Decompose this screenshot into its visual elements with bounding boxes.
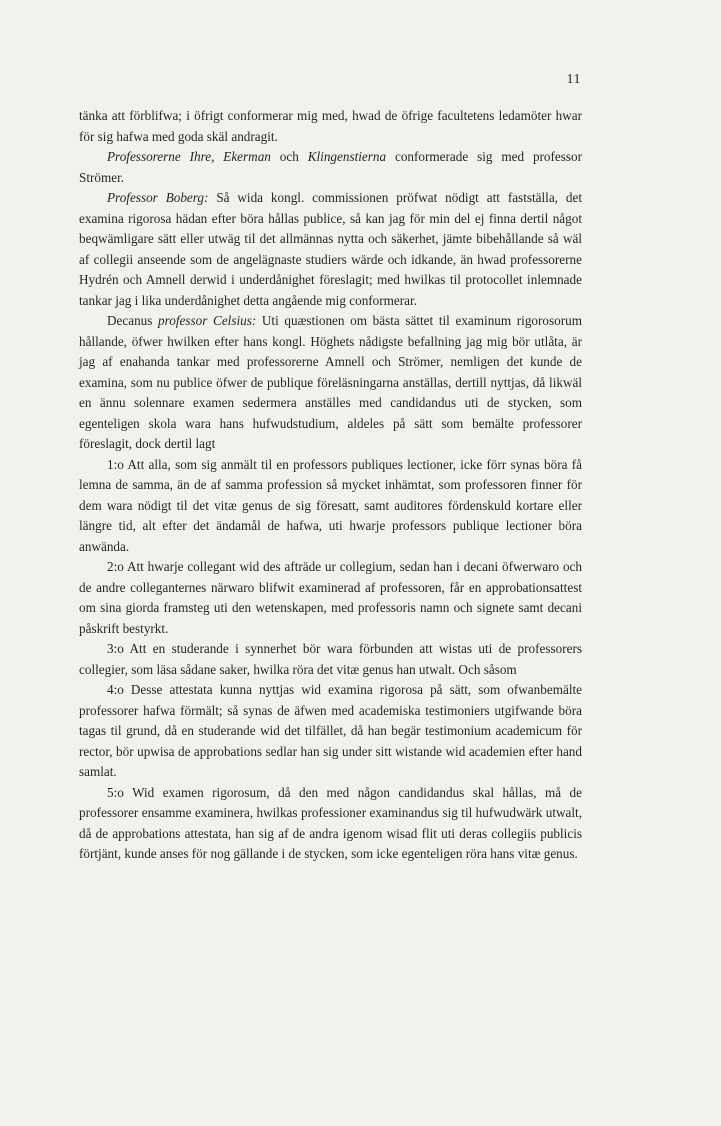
page-number: 11: [566, 72, 581, 87]
paragraph-p2: [79, 188, 582, 311]
text-run: 3:o Att en studerande i synnerhet bör wara förbunden att wistas uti de professorers collegier, som läsa sådane saker, hwilka röra det vitæ genus han utwalt. Och såsom: [79, 641, 582, 677]
body-text: [79, 106, 582, 865]
text-run: och: [270, 149, 308, 164]
italic-name: professor Celsius:: [158, 313, 257, 328]
italic-name: Professor Boberg:: [107, 190, 209, 205]
text-run: Decanus: [107, 313, 159, 328]
text-run: Så wida kongl. commissionen pröfwat nödigt att fastställa, det examina rigorosa hädan efter böra hållas publice, så kan jag för min del ej finna dertil något beqwämligare sätt eller utwäg til det allmännas nytta och säkerhet, jämte bibehållande så wäl af collegii anseende som de angelägnaste studiers wärde och idkande, än hwad professorerne Hydrén och Amnell derwid i underdånighet föreslagit; med hwilkas til protocollet inlemnade tankar jag i lika underdånighet detta angående mig conformerar.: [79, 190, 582, 308]
italic-name: Klingenstierna: [307, 149, 387, 164]
text-run: 5:o Wid examen rigorosum, då den med någon candidandus skal hållas, må de professorer ensamme examinera, hwilkas professioner examinandus sig til hufwudwärk utwalt, då de approbations attestata, han sig af de andra igenom wisad flit uti deras collegiis publicis förtjänt, kunde anses för nog gällande i de stycken, som icke egenteligen röra hans vitæ genus.: [79, 784, 582, 861]
paragraph-p5: [79, 557, 582, 639]
paragraph-p3: [79, 311, 582, 455]
text-run: 4:o Desse attestata kunna nyttjas wid examina rigorosa på sätt, som ofwanbemälte professorer hafwa förmält; så synas de äfwen med academiska testimoniers utgifwande böra tagas til grund, då en studerande wid det tilfället, då han begär testimonium academicum för rector, bör upwisa de approbations sedlar han sig under sitt wistande wid academien efter hand samlat.: [79, 682, 582, 779]
paragraph-p0: [79, 106, 582, 147]
text-run: tänka att förblifwa; i öfrigt conformerar mig med, hwad de öfrige facultetens ledamöter hwar för sig hafwa med goda skäl andragit.: [79, 108, 582, 144]
text-run: 2:o Att hwarje collegant wid des afträde ur collegium, sedan han i decani öfwerwaro och de andre colleganternes närwaro blifwit examinerad af professoren, får en approbationsattest om sina giorda framsteg uti den wetenskapen, med professoris namn och signete samt decani påskrift bestyrkt.: [79, 559, 582, 636]
paragraph-p7: [79, 680, 582, 783]
text-run: 1:o Att alla, som sig anmält til en professors publiques lectioner, icke förr synas böra få lemna de samma, än de af samma profession så mycket inhämtat, som professoren finner för dem wara nödigt til det vitæ genus de sig föresatt, samt auditores fördenskuld kortare eller längre tid, alt efter det ändamål de hafwa, uti hwarje professors publique lectioner böra anwända.: [79, 456, 582, 554]
paragraph-p8: [79, 783, 582, 865]
text-run: Uti quæstionen om bästa sättet til examinum rigorosorum hållande, öfwer hwilken efter hans kongl. Höghets nådigste befallning jag mig bör utlåta, är jag af enahanda tankar med professorerne Amnell och Strömer, nemligen det kunde de examina, som nu publice öfwer de publique föreläsningarna anställas, dertill nyttjas, då likwäl en ännu solennare examen sedermera anställes med candidandus uti de stycken, som egenteligen skola wara hans hufwudstudium, aldeles på sätt som bemälte professorer föreslagit, dock dertil lagt: [79, 313, 582, 451]
text-run: conformerade sig med professor Strömer.: [79, 149, 583, 185]
paragraph-p4: [79, 455, 582, 558]
paragraph-p1: [79, 147, 582, 188]
italic-name: Professorerne Ihre, Ekerman: [107, 149, 271, 164]
paragraph-p6: [79, 639, 582, 680]
